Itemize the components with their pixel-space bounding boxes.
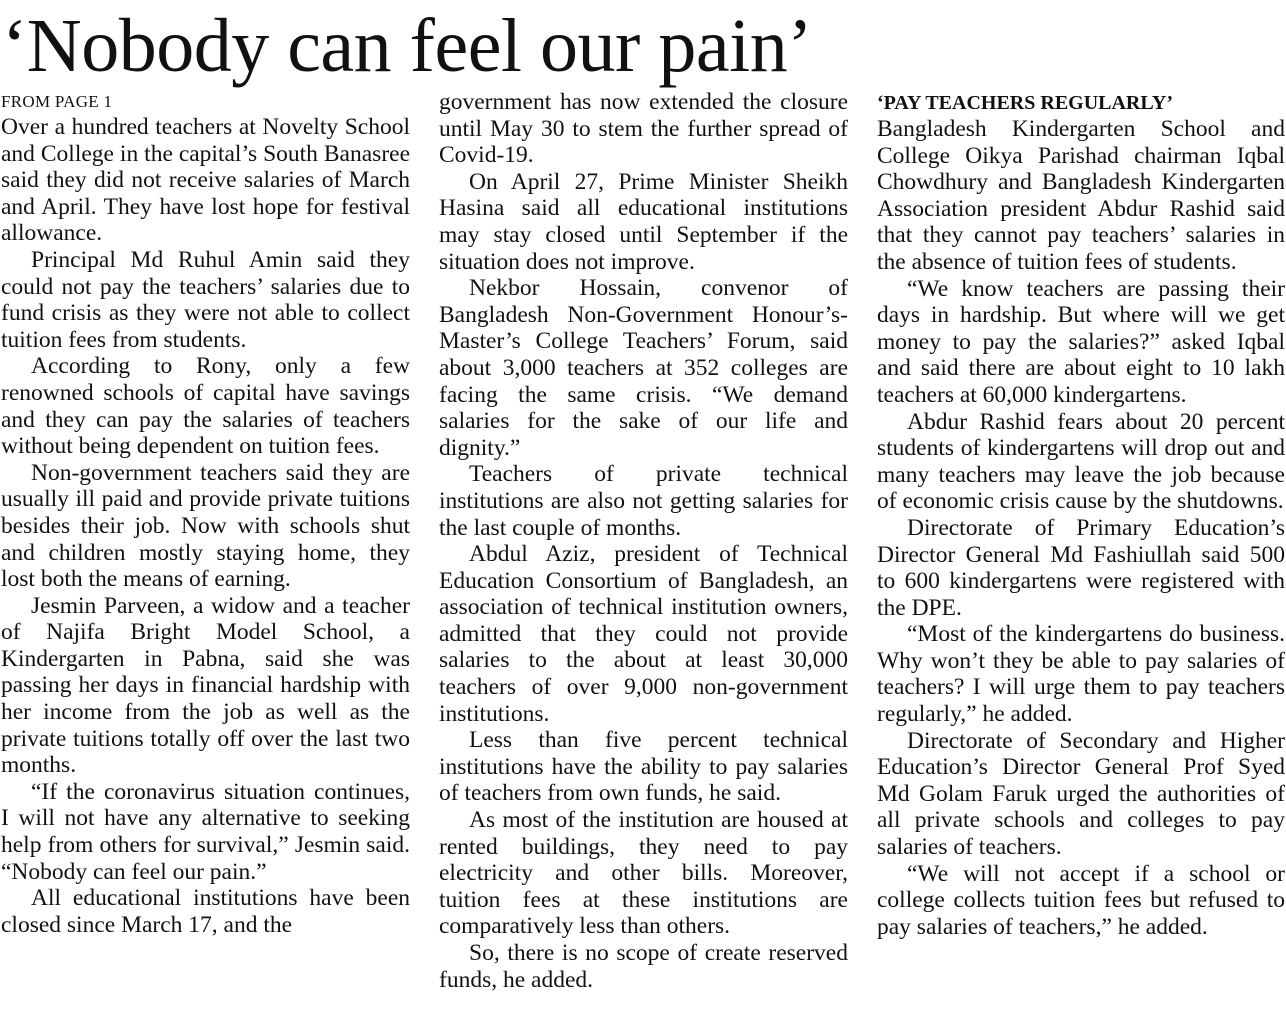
paragraph: As most of the institution are housed at rented buildings, they need to pay electricity and other bills. Moreover, tuition fees at these institutions are comparatively less than others. <box>439 807 848 940</box>
paragraph: Principal Md Ruhul Amin said they could not pay the teachers’ salaries due to fund crisis as they were not able to collect tuition fees from students. <box>1 246 410 353</box>
paragraph: Abdul Aziz, president of Technical Education Consortium of Bangladesh, an association of technical institution owners, admitted that they could not provide salaries to the about at least 30,000 teachers of over 9,000 non-government institutions. <box>439 541 848 727</box>
paragraph: Directorate of Secondary and Higher Education’s Director General Prof Syed Md Golam Faruk urged the authorities of all private schools and colleges to pay salaries of teachers. <box>877 727 1285 861</box>
paragraph: On April 27, Prime Minister Sheikh Hasina said all educational institutions may stay closed until September if the situation does not improve. <box>439 168 848 275</box>
paragraph: All educational institutions have been closed since March 17, and the <box>1 885 410 938</box>
paragraph: government has now extended the closure until May 30 to stem the further spread of Covid-19. <box>439 89 848 169</box>
paragraph: Over a hundred teachers at Novelty School and College in the capital’s South Banasree said they did not receive salaries of March and April. They have lost hope for festival allowance. <box>1 114 410 247</box>
paragraph: “Most of the kindergartens do business. Why won’t they be able to pay salaries of teachers? I will urge them to pay teachers regularly,” he added. <box>877 621 1285 728</box>
paragraph: Non-government teachers said they are usually ill paid and provide private tuitions besides their job. Now with schools shut and children mostly staying home, they lost both the means of earning. <box>1 459 410 593</box>
article-column-1 <box>1 90 410 938</box>
paragraph: Bangladesh Kindergarten School and College Oikya Parishad chairman Iqbal Chowdhury and Bangladesh Kindergarten Association president Abdur Rashid said that they cannot pay teachers’ salaries in the absence of tuition fees of students. <box>877 116 1285 275</box>
article-column-3 <box>877 90 1285 940</box>
subheading: ‘PAY TEACHERS REGULARLY’ <box>877 92 1173 114</box>
paragraph: Abdur Rashid fears about 20 percent students of kindergartens will drop out and many teachers may leave the job because of economic crisis cause by the shutdowns. <box>877 408 1285 515</box>
paragraph: Teachers of private technical institutions are also not getting salaries for the last couple of months. <box>439 461 848 541</box>
paragraph: “We know teachers are passing their days in hardship. But where will we get money to pay the salaries?” asked Iqbal and said there are about eight to 10 lakh teachers at 60,000 kindergartens. <box>877 275 1285 408</box>
headline: ‘Nobody can feel our pain’ <box>2 4 813 88</box>
paragraph: “We will not accept if a school or college collects tuition fees but refused to pay salaries of teachers,” he added. <box>877 860 1285 940</box>
article-column-2 <box>439 89 848 993</box>
jump-line: FROM PAGE 1 <box>1 92 113 111</box>
paragraph: Less than five percent technical institutions have the ability to pay salaries of teachers from own funds, he said. <box>439 727 848 807</box>
paragraph: So, there is no scope of create reserved funds, he added. <box>439 940 848 993</box>
paragraph: Nekbor Hossain, convenor of Bangladesh Non-Government Honour’s-Master’s College Teachers’ Forum, said about 3,000 teachers at 352 colleges are facing the same crisis. “We demand salaries for the sake of our life and dignity.” <box>439 275 848 461</box>
paragraph: According to Rony, only a few renowned schools of capital have savings and they can pay the salaries of teachers without being dependent on tuition fees. <box>1 353 410 460</box>
paragraph: “If the coronavirus situation continues, I will not have any alternative to seeking help from others for survival,” Jesmin said. “Nobody can feel our pain.” <box>1 778 410 885</box>
paragraph: Jesmin Parveen, a widow and a teacher of Najifa Bright Model School, a Kindergarten in Pabna, said she was passing her days in financial hardship with her income from the job as well as the private tuitions totally off over the last two months. <box>1 592 410 779</box>
paragraph: Directorate of Primary Education’s Director General Md Fashiullah said 500 to 600 kindergartens were registered with the DPE. <box>877 514 1285 621</box>
